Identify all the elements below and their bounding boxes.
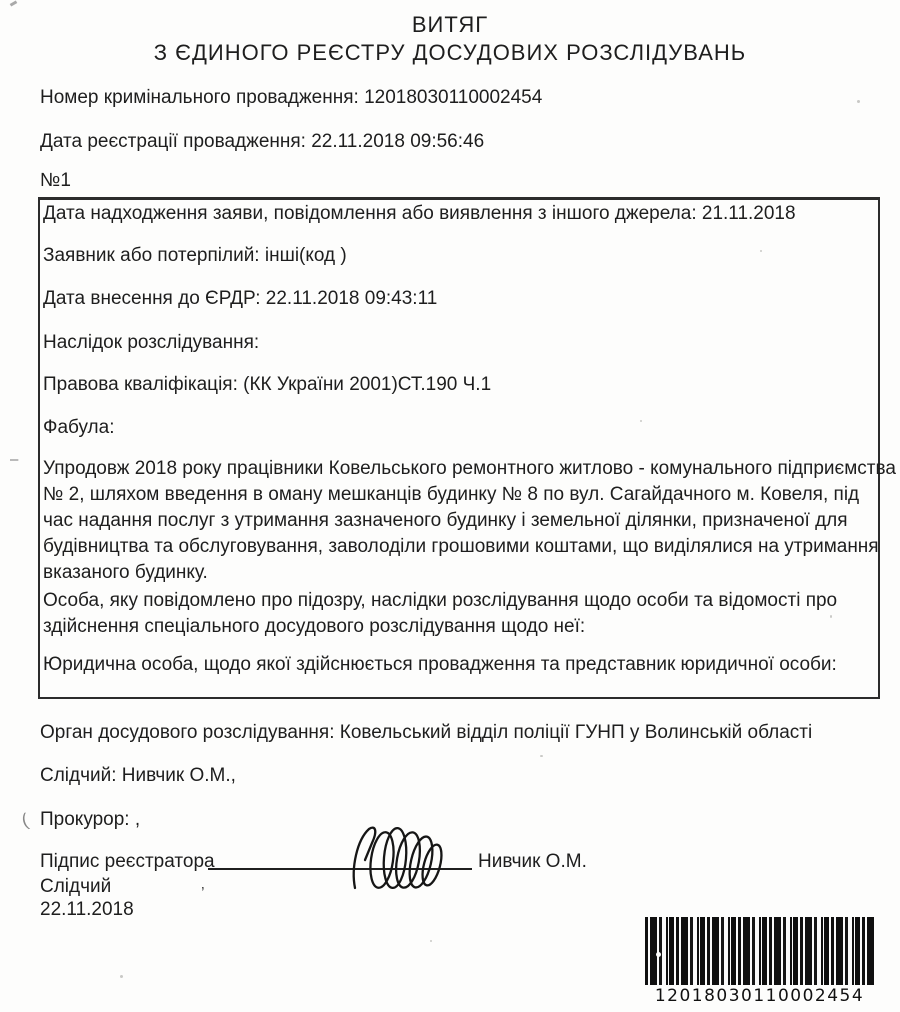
fabula-label: Фабула:	[43, 417, 115, 438]
fabula-text-line: будівництва та обслуговування, заволоділи грошовими коштами, що виділялися на утримання	[43, 536, 879, 557]
scan-artifact	[10, 0, 18, 6]
prosecutor-line: Прокурор: ,	[40, 809, 141, 830]
claimant-line: Заявник або потерпілий: інші(код )	[43, 245, 347, 266]
barcode	[645, 917, 874, 1006]
page-subtitle: З ЄДИНОГО РЕЄСТРУ ДОСУДОВИХ РОЗСЛІДУВАНЬ	[153, 40, 747, 65]
suspect-info-line: здійснення спеціального досудового розслідування щодо неї:	[43, 616, 586, 637]
page-title: ВИТЯГ	[411, 12, 489, 37]
scan-artifact: (	[19, 809, 31, 831]
signature-date: 22.11.2018	[40, 899, 134, 920]
fabula-text-line: Упродовж 2018 року працівники Ковельського ремонтного житлово - комунального підприємства	[43, 458, 896, 479]
fabula-text-line: вказаного будинку.	[43, 562, 208, 583]
case-number-line: Номер кримінального провадження: 12018030110002454	[40, 87, 543, 108]
legal-entity-line: Юридична особа, щодо якої здійснюється провадження та представник юридичної особи:	[43, 654, 837, 675]
signer-name: Нивчик О.М.	[478, 851, 587, 872]
signature-scribble	[348, 822, 460, 896]
authority-line: Орган досудового розслідування: Ковельський відділ поліції ГУНП у Волинській області	[40, 722, 813, 743]
fabula-text-line: час надання послуг з утримання зазначеного будинку і земельної ділянки, призначеної для	[43, 510, 848, 531]
barcode-number: 12018030110002454	[654, 986, 865, 1006]
suspect-info-line: Особа, яку повідомлено про підозру, наслідки розслідування щодо особи та відомості про	[43, 590, 838, 611]
legal-qualification-line: Правова кваліфікація: (КК України 2001)СТ.190 Ч.1	[43, 374, 492, 395]
registration-date-line: Дата реєстрації провадження: 22.11.2018 09:56:46	[40, 131, 485, 152]
signature-label: Підпис реєстратора	[40, 851, 215, 872]
barcode-bars	[645, 917, 874, 985]
scan-artifact: ’	[201, 885, 205, 902]
erdr-date-line: Дата внесення до ЄРДР: 22.11.2018 09:43:11	[43, 288, 438, 309]
investigation-result-line: Наслідок розслідування:	[43, 332, 260, 353]
receipt-date-line: Дата надходження заяви, повідомлення або виявлення з іншого джерела: 21.11.2018	[43, 203, 796, 224]
scan-artifact: –	[10, 451, 19, 468]
record-number-label: №1	[40, 170, 71, 191]
signer-role: Слідчий	[40, 876, 112, 897]
investigator-line: Слідчий: Нивчик О.М.,	[40, 765, 236, 786]
fabula-text-line: № 2, шляхом введення в оману мешканців будинку № 8 по вул. Сагайдачного м. Ковеля, під	[43, 484, 860, 505]
